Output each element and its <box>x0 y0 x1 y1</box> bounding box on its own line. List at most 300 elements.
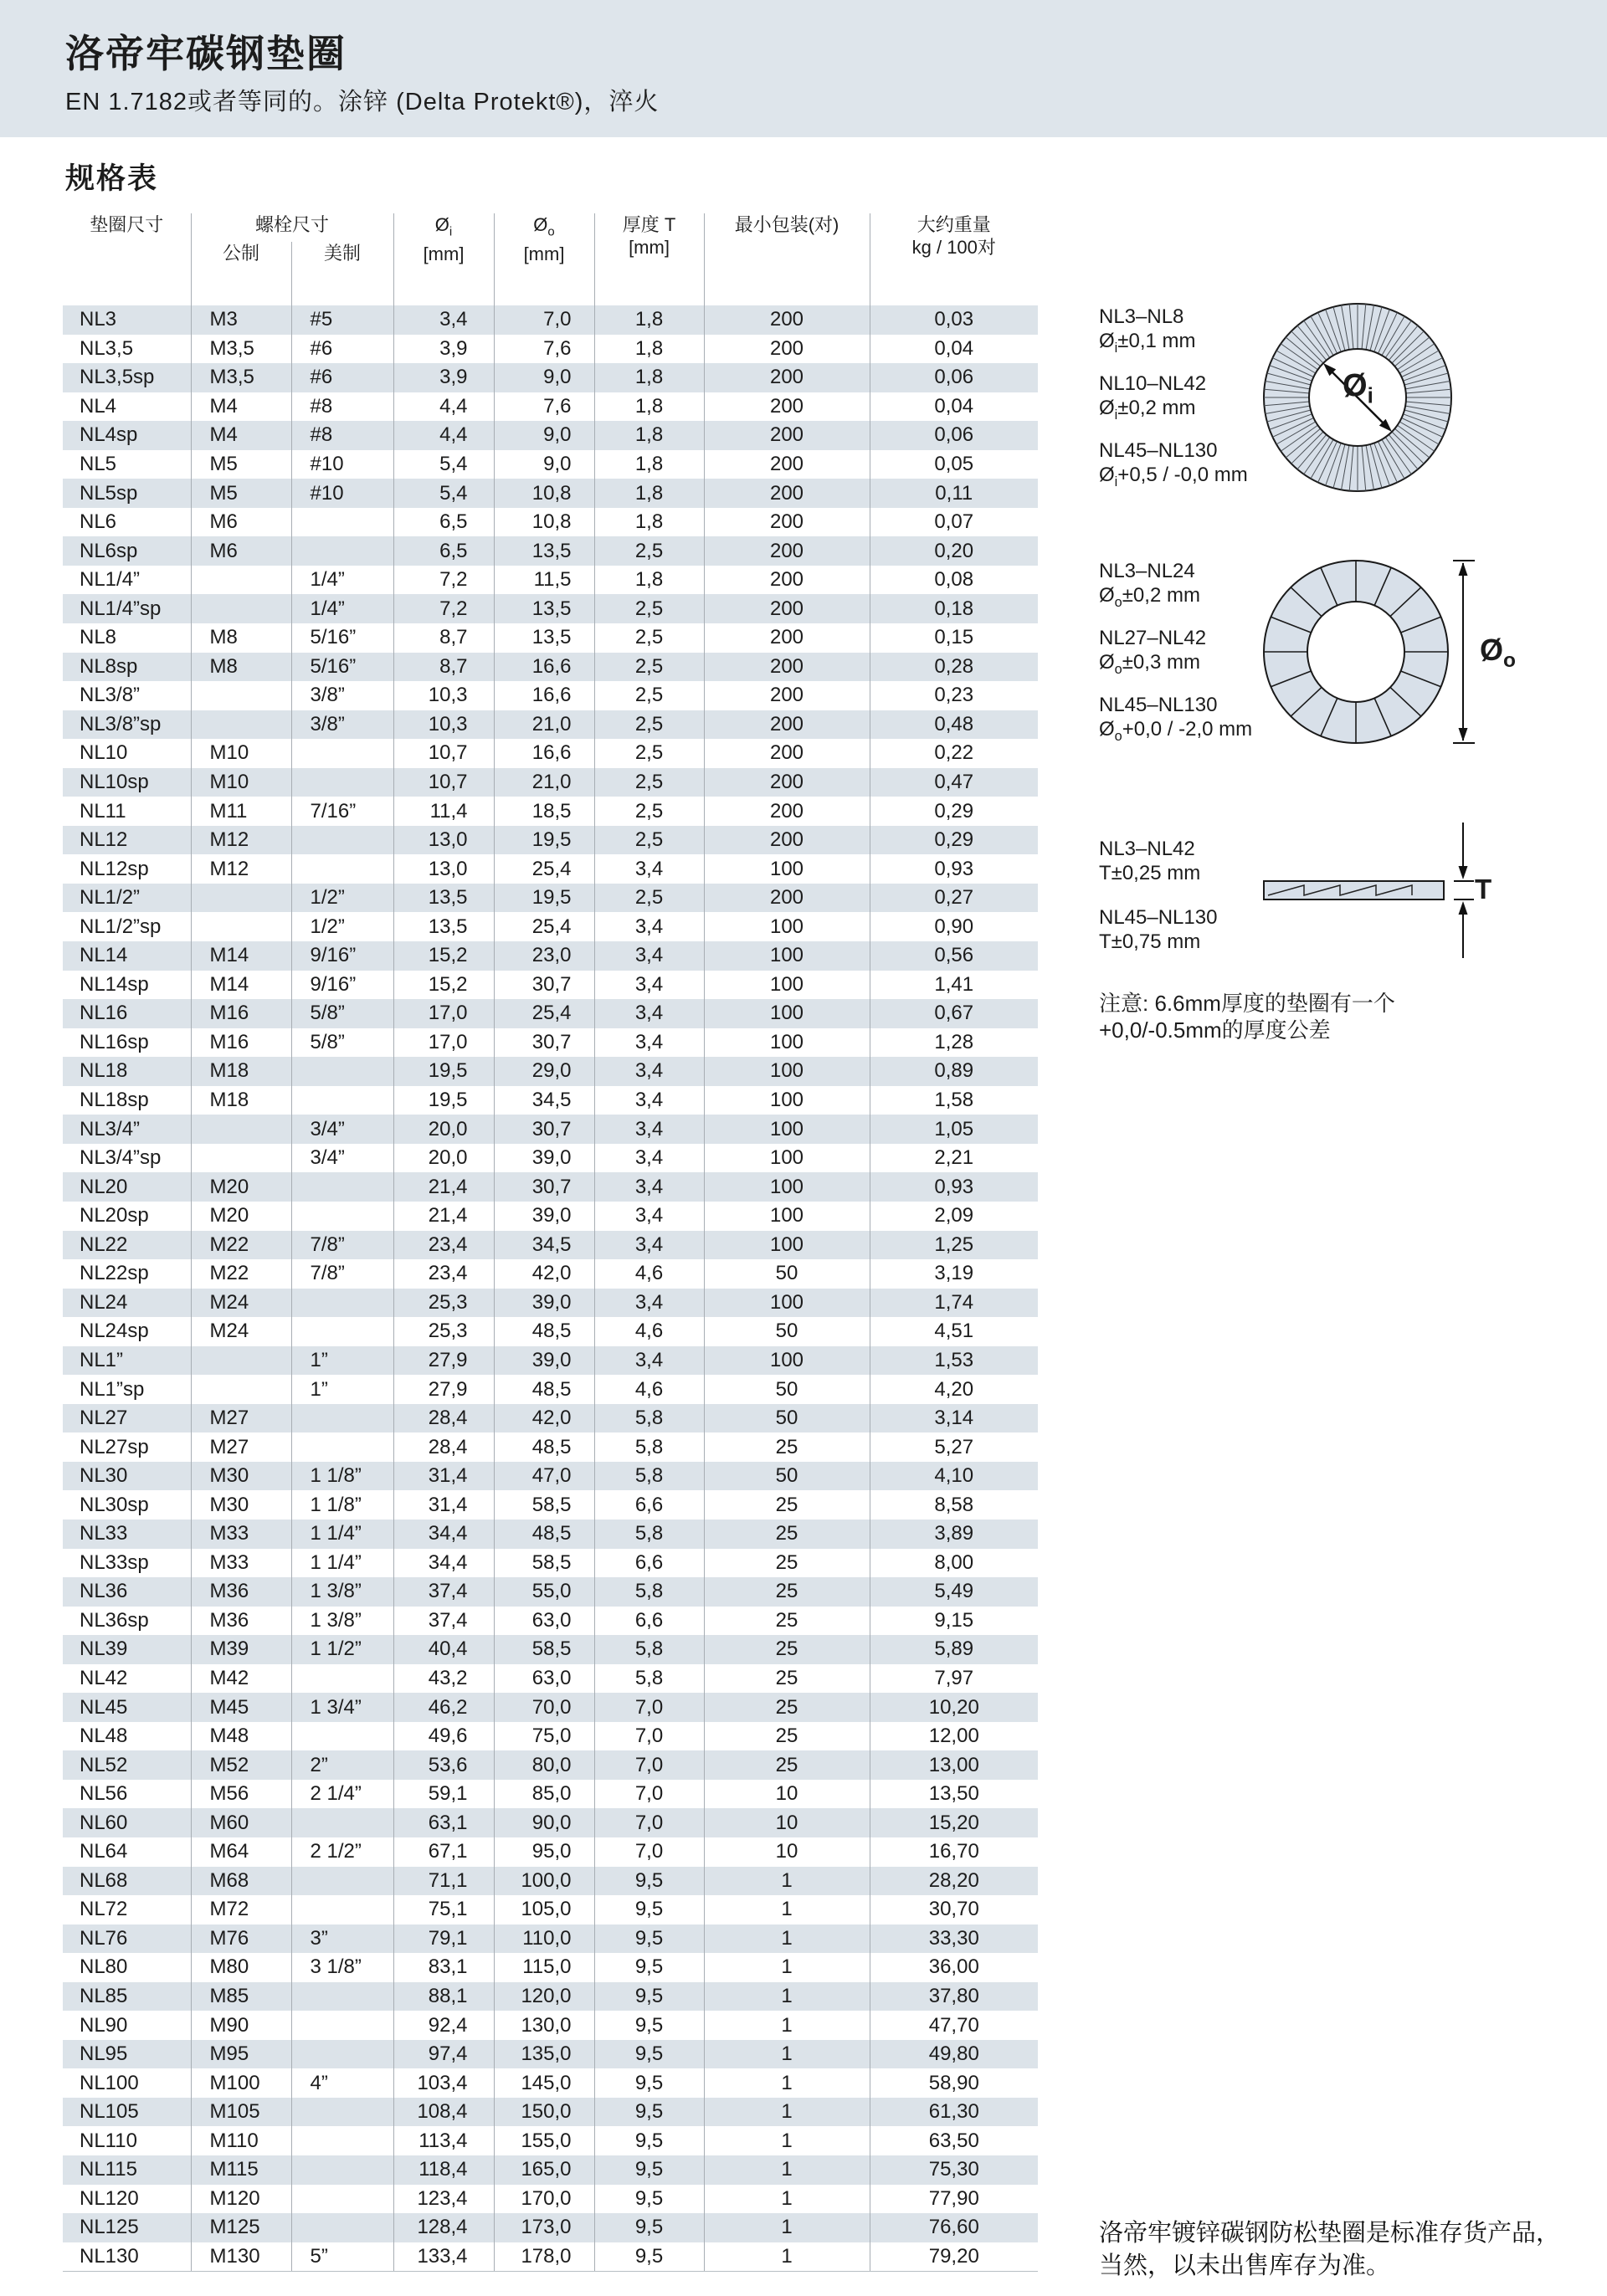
inner-diameter: 8,7 <box>393 623 494 653</box>
inner-diameter: 63,1 <box>393 1808 494 1837</box>
imperial-size <box>291 1404 393 1433</box>
metric-size: M105 <box>191 2098 291 2127</box>
min-package: 25 <box>704 1607 870 1636</box>
washer-size: NL115 <box>63 2155 191 2185</box>
table-row <box>63 2185 1038 2214</box>
washer-size: NL14 <box>63 941 191 971</box>
washer-size: NL24sp <box>63 1317 191 1346</box>
thickness: 3,4 <box>594 1086 704 1115</box>
tolerance-label: NL3–NL8 $Ø_i\pm 0,1$ mm <box>1099 305 1196 356</box>
imperial-size: 1 1/2” <box>291 1635 393 1664</box>
imperial-size: 1 3/8” <box>291 1577 393 1607</box>
imperial-size: 1 1/4” <box>291 1549 393 1578</box>
metric-size <box>191 681 291 710</box>
min-package: 1 <box>704 2068 870 2098</box>
outer-diameter: 7,0 <box>494 305 594 335</box>
approx-weight: 0,22 <box>934 741 974 765</box>
min-package: 200 <box>704 739 870 768</box>
metric-size: M20 <box>191 1172 291 1202</box>
outer-diameter: 39,0 <box>494 1202 594 1231</box>
inner-diameter: 71,1 <box>393 1867 494 1896</box>
table-row <box>63 1375 1038 1404</box>
outer-diameter: 70,0 <box>494 1693 594 1722</box>
outer-diameter: 18,5 <box>494 797 594 826</box>
min-package: 25 <box>704 1577 870 1607</box>
inner-diameter: 3,9 <box>393 335 494 364</box>
min-package: 200 <box>704 508 870 537</box>
tolerance-label: NL3–NL24 $Ø_o\pm 0,2$ mm <box>1099 560 1200 610</box>
washer-size: NL105 <box>63 2098 191 2127</box>
washer-size: NL80 <box>63 1953 191 1982</box>
min-package: 50 <box>704 1404 870 1433</box>
inner-diameter: 5,4 <box>393 450 494 479</box>
outer-diameter: 34,5 <box>494 1086 594 1115</box>
table-row <box>63 421 1038 450</box>
page-subtitle: EN 1.7182或者等同的。涂锌 (Delta Protekt®)，淬火 <box>65 89 660 115</box>
inner-diameter: 43,2 <box>393 1664 494 1694</box>
thickness: 5,8 <box>594 1520 704 1549</box>
min-package: 25 <box>704 1693 870 1722</box>
imperial-size: 1 1/8” <box>291 1462 393 1491</box>
approx-weight: 5,89 <box>934 1637 974 1661</box>
approx-weight: 0,90 <box>934 915 974 938</box>
imperial-size <box>291 2126 393 2155</box>
washer-size: NL1” <box>63 1346 191 1376</box>
inner-diameter: 59,1 <box>393 1780 494 1809</box>
inner-diameter: 118,4 <box>393 2155 494 2185</box>
col-header-outer-diameter: $Ø_o$ [mm] <box>494 213 594 305</box>
thickness: 5,8 <box>594 1404 704 1433</box>
table-row <box>63 1867 1038 1896</box>
approx-weight: 49,80 <box>928 2042 979 2066</box>
washer-size: NL8 <box>63 623 191 653</box>
imperial-size <box>291 826 393 855</box>
washer-size: NL20 <box>63 1172 191 1202</box>
thickness: 1,8 <box>594 566 704 595</box>
outer-diameter: 30,7 <box>494 1115 594 1144</box>
table-row <box>63 1982 1038 2012</box>
outer-diameter: 11,5 <box>494 566 594 595</box>
thickness: 3,4 <box>594 1172 704 1202</box>
table-row <box>63 1808 1038 1837</box>
inner-diameter: 28,4 <box>393 1432 494 1462</box>
imperial-size: 9/16” <box>291 971 393 1000</box>
thickness: 7,0 <box>594 1780 704 1809</box>
metric-size: M6 <box>191 508 291 537</box>
imperial-size <box>291 2185 393 2214</box>
inner-diameter: 88,1 <box>393 1982 494 2012</box>
imperial-size: 1 1/4” <box>291 1520 393 1549</box>
tolerance-label: NL27–NL42 $Ø_o\pm 0,3$ mm <box>1099 626 1207 677</box>
table-row <box>63 2040 1038 2069</box>
metric-size: M33 <box>191 1520 291 1549</box>
inner-diameter: 123,4 <box>393 2185 494 2214</box>
metric-size <box>191 1375 291 1404</box>
approx-weight: 0,20 <box>934 539 974 562</box>
min-package: 200 <box>704 335 870 364</box>
approx-weight: 0,47 <box>934 771 974 794</box>
outer-diameter: 63,0 <box>494 1664 594 1694</box>
washer-size: NL18 <box>63 1057 191 1086</box>
table-row <box>63 797 1038 826</box>
outer-diameter: 16,6 <box>494 681 594 710</box>
inner-diameter: 19,5 <box>393 1057 494 1086</box>
washer-size: NL33sp <box>63 1549 191 1578</box>
outer-diameter: 42,0 <box>494 1404 594 1433</box>
min-package: 1 <box>704 2185 870 2214</box>
thickness: 3,4 <box>594 1115 704 1144</box>
table-row <box>63 363 1038 392</box>
approx-weight: 0,67 <box>934 1002 974 1025</box>
approx-weight: 2,21 <box>934 1146 974 1170</box>
inner-diameter: 10,3 <box>393 710 494 740</box>
metric-size: M8 <box>191 623 291 653</box>
metric-size: M125 <box>191 2213 291 2242</box>
outer-diameter: 110,0 <box>494 1924 594 1954</box>
min-package: 25 <box>704 1750 870 1780</box>
table-row <box>63 1028 1038 1058</box>
table-row <box>63 1664 1038 1694</box>
imperial-size: 1/4” <box>291 594 393 623</box>
outer-diameter: 90,0 <box>494 1808 594 1837</box>
min-package: 100 <box>704 971 870 1000</box>
table-row <box>63 1115 1038 1144</box>
imperial-size: #6 <box>291 363 393 392</box>
min-package: 200 <box>704 479 870 508</box>
inner-diameter: 15,2 <box>393 941 494 971</box>
metric-size: M20 <box>191 1202 291 1231</box>
thickness: 3,4 <box>594 1202 704 1231</box>
metric-size: M12 <box>191 826 291 855</box>
imperial-size: 3/4” <box>291 1144 393 1173</box>
inner-diameter: 67,1 <box>393 1837 494 1867</box>
outer-diameter: 48,5 <box>494 1375 594 1404</box>
min-package: 100 <box>704 1115 870 1144</box>
imperial-size: 3/8” <box>291 710 393 740</box>
inner-diameter: 37,4 <box>393 1607 494 1636</box>
inner-diameter: 4,4 <box>393 421 494 450</box>
thickness: 2,5 <box>594 884 704 913</box>
approx-weight: 1,53 <box>934 1348 974 1371</box>
min-package: 200 <box>704 450 870 479</box>
metric-size <box>191 884 291 913</box>
spec-table <box>63 213 1038 2272</box>
washer-size: NL3,5 <box>63 335 191 364</box>
washer-size: NL22 <box>63 1231 191 1260</box>
thickness-note-line1: 注意: 6.6mm厚度的垫圈有一个 <box>1099 991 1395 1016</box>
min-package: 1 <box>704 2098 870 2127</box>
outer-diameter-symbol: $Ø_o$ <box>1480 633 1516 673</box>
inner-diameter: 31,4 <box>393 1462 494 1491</box>
metric-size: M22 <box>191 1259 291 1289</box>
imperial-size <box>291 536 393 566</box>
outer-diameter: 9,0 <box>494 421 594 450</box>
washer-size: NL1/4” <box>63 566 191 595</box>
min-package: 100 <box>704 1346 870 1376</box>
imperial-size: 1” <box>291 1346 393 1376</box>
approx-weight: 0,07 <box>934 510 974 534</box>
min-package: 25 <box>704 1490 870 1520</box>
outer-diameter: 58,5 <box>494 1549 594 1578</box>
table-row <box>63 1780 1038 1809</box>
washer-size: NL130 <box>63 2242 191 2272</box>
inner-diameter: 5,4 <box>393 479 494 508</box>
thickness: 3,4 <box>594 1346 704 1376</box>
approx-weight: 0,29 <box>934 799 974 823</box>
min-package: 1 <box>704 1895 870 1924</box>
outer-diameter: 173,0 <box>494 2213 594 2242</box>
min-package: 1 <box>704 2040 870 2069</box>
outer-diameter: 13,5 <box>494 623 594 653</box>
min-package: 100 <box>704 1231 870 1260</box>
washer-size: NL3/8”sp <box>63 710 191 740</box>
thickness: 2,5 <box>594 681 704 710</box>
table-row <box>63 1404 1038 1433</box>
outer-diameter: 13,5 <box>494 536 594 566</box>
approx-weight: 2,09 <box>934 1204 974 1227</box>
thickness: 2,5 <box>594 653 704 682</box>
washer-size: NL45 <box>63 1693 191 1722</box>
tolerance-label: NL10–NL42 $Ø_i\pm 0,2$ mm <box>1099 372 1207 423</box>
metric-size: M76 <box>191 1924 291 1954</box>
min-package: 100 <box>704 912 870 941</box>
metric-size: M52 <box>191 1750 291 1780</box>
outer-diameter: 16,6 <box>494 653 594 682</box>
approx-weight: 0,06 <box>934 366 974 389</box>
inner-diameter: 27,9 <box>393 1346 494 1376</box>
outer-diameter: 39,0 <box>494 1346 594 1376</box>
washer-size: NL12 <box>63 826 191 855</box>
imperial-size: 1 3/4” <box>291 1693 393 1722</box>
imperial-size <box>291 1172 393 1202</box>
min-package: 50 <box>704 1462 870 1491</box>
metric-size <box>191 566 291 595</box>
min-package: 1 <box>704 2126 870 2155</box>
table-row <box>63 1520 1038 1549</box>
imperial-size: 4” <box>291 2068 393 2098</box>
washer-size: NL1/4”sp <box>63 594 191 623</box>
washer-size: NL3/8” <box>63 681 191 710</box>
min-package: 100 <box>704 1144 870 1173</box>
table-row <box>63 2011 1038 2040</box>
table-row <box>63 2242 1038 2272</box>
thickness: 1,8 <box>594 392 704 422</box>
inner-diameter: 113,4 <box>393 2126 494 2155</box>
min-package: 25 <box>704 1520 870 1549</box>
table-row <box>63 1750 1038 1780</box>
washer-size: NL3,5sp <box>63 363 191 392</box>
min-package: 200 <box>704 653 870 682</box>
col-header-min-package: 最小包装(对) <box>704 213 870 305</box>
inner-diameter: 13,0 <box>393 854 494 884</box>
table-row <box>63 392 1038 422</box>
approx-weight: 0,23 <box>934 684 974 707</box>
min-package: 200 <box>704 363 870 392</box>
tolerance-label: NL45–NL130 T±0,75 mm <box>1099 906 1218 953</box>
metric-size: M64 <box>191 1837 291 1867</box>
metric-size: M48 <box>191 1722 291 1751</box>
thickness: 2,5 <box>594 536 704 566</box>
metric-size: M24 <box>191 1289 291 1318</box>
table-row <box>63 1057 1038 1086</box>
outer-diameter: 48,5 <box>494 1432 594 1462</box>
washer-size: NL3/4” <box>63 1115 191 1144</box>
washer-size: NL110 <box>63 2126 191 2155</box>
outer-diameter: 130,0 <box>494 2011 594 2040</box>
approx-weight: 10,20 <box>928 1695 979 1719</box>
approx-weight: 0,93 <box>934 1175 974 1198</box>
thickness: 2,5 <box>594 594 704 623</box>
metric-size: M24 <box>191 1317 291 1346</box>
outer-diameter: 7,6 <box>494 392 594 422</box>
table-row <box>63 1432 1038 1462</box>
imperial-size <box>291 1722 393 1751</box>
outer-diameter: 30,7 <box>494 971 594 1000</box>
thickness: 3,4 <box>594 999 704 1028</box>
inner-diameter: 34,4 <box>393 1549 494 1578</box>
tolerance-label: NL3–NL42 T±0,25 mm <box>1099 838 1201 884</box>
imperial-size: 5/8” <box>291 1028 393 1058</box>
washer-size: NL64 <box>63 1837 191 1867</box>
inner-diameter: 23,4 <box>393 1259 494 1289</box>
table-row <box>63 1317 1038 1346</box>
stock-footnote-line2: 当然，以未出售库存为准。 <box>1099 2252 1391 2279</box>
table-row <box>63 1172 1038 1202</box>
metric-size: M110 <box>191 2126 291 2155</box>
outer-diameter: 105,0 <box>494 1895 594 1924</box>
metric-size: M120 <box>191 2185 291 2214</box>
min-package: 100 <box>704 1172 870 1202</box>
imperial-size <box>291 508 393 537</box>
outer-diameter: 165,0 <box>494 2155 594 2185</box>
inner-diameter: 108,4 <box>393 2098 494 2127</box>
thickness: 2,5 <box>594 768 704 797</box>
thickness: 1,8 <box>594 363 704 392</box>
imperial-size: 3/4” <box>291 1115 393 1144</box>
col-header-inner-diameter: $Ø_i$ [mm] <box>393 213 494 305</box>
metric-size <box>191 594 291 623</box>
imperial-size <box>291 1057 393 1086</box>
thickness: 1,8 <box>594 305 704 335</box>
inner-diameter: 28,4 <box>393 1404 494 1433</box>
washer-size: NL18sp <box>63 1086 191 1115</box>
table-row <box>63 2155 1038 2185</box>
imperial-size: 7/8” <box>291 1259 393 1289</box>
imperial-size <box>291 1317 393 1346</box>
thickness: 5,8 <box>594 1462 704 1491</box>
min-package: 100 <box>704 1086 870 1115</box>
imperial-size: 3 1/8” <box>291 1953 393 1982</box>
metric-size: M60 <box>191 1808 291 1837</box>
approx-weight: 3,19 <box>934 1262 974 1285</box>
thickness: 3,4 <box>594 971 704 1000</box>
table-row <box>63 884 1038 913</box>
min-package: 200 <box>704 797 870 826</box>
inner-diameter: 133,4 <box>393 2242 494 2272</box>
washer-size: NL33 <box>63 1520 191 1549</box>
min-package: 100 <box>704 1028 870 1058</box>
outer-diameter: 9,0 <box>494 363 594 392</box>
col-header-bolt-size: 螺栓尺寸 <box>191 213 393 242</box>
table-row <box>63 1259 1038 1289</box>
washer-size: NL56 <box>63 1780 191 1809</box>
washer-size: NL4 <box>63 392 191 422</box>
inner-diameter: 3,9 <box>393 363 494 392</box>
outer-diameter: 155,0 <box>494 2126 594 2155</box>
washer-size: NL95 <box>63 2040 191 2069</box>
washer-size: NL39 <box>63 1635 191 1664</box>
table-row <box>63 1837 1038 1867</box>
washer-size: NL30sp <box>63 1490 191 1520</box>
thickness: 9,5 <box>594 2213 704 2242</box>
washer-size: NL100 <box>63 2068 191 2098</box>
outer-diameter: 19,5 <box>494 884 594 913</box>
outer-diameter: 42,0 <box>494 1259 594 1289</box>
inner-diameter: 25,3 <box>393 1317 494 1346</box>
approx-weight: 4,51 <box>934 1320 974 1343</box>
outer-diameter: 75,0 <box>494 1722 594 1751</box>
min-package: 200 <box>704 710 870 740</box>
approx-weight: 0,04 <box>934 394 974 418</box>
approx-weight: 1,41 <box>934 972 974 996</box>
approx-weight: 75,30 <box>928 2158 979 2181</box>
approx-weight: 36,00 <box>928 1955 979 1979</box>
inner-diameter: 25,3 <box>393 1289 494 1318</box>
page-title: 洛帝牢碳钢垫圈 <box>65 32 347 75</box>
inner-diameter: 27,9 <box>393 1375 494 1404</box>
washer-size: NL5sp <box>63 479 191 508</box>
outer-diameter: 135,0 <box>494 2040 594 2069</box>
min-package: 100 <box>704 941 870 971</box>
metric-size: M10 <box>191 739 291 768</box>
outer-diameter: 34,5 <box>494 1231 594 1260</box>
washer-size: NL4sp <box>63 421 191 450</box>
table-row <box>63 1289 1038 1318</box>
thickness: 3,4 <box>594 1028 704 1058</box>
table-row <box>63 739 1038 768</box>
outer-diameter: 19,5 <box>494 826 594 855</box>
approx-weight: 13,00 <box>928 1753 979 1776</box>
outer-diameter: 21,0 <box>494 710 594 740</box>
thickness: 9,5 <box>594 2126 704 2155</box>
approx-weight: 61,30 <box>928 2100 979 2124</box>
min-package: 10 <box>704 1780 870 1809</box>
approx-weight: 79,20 <box>870 2242 1038 2272</box>
table-row <box>63 623 1038 653</box>
metric-size: M39 <box>191 1635 291 1664</box>
inner-diameter: 31,4 <box>393 1490 494 1520</box>
approx-weight: 15,20 <box>928 1811 979 1834</box>
approx-weight: 0,93 <box>934 857 974 880</box>
washer-size: NL27sp <box>63 1432 191 1462</box>
approx-weight: 0,29 <box>934 828 974 852</box>
table-row <box>63 1635 1038 1664</box>
min-package: 100 <box>704 854 870 884</box>
washer-size: NL36 <box>63 1577 191 1607</box>
inner-diameter: 6,5 <box>393 508 494 537</box>
thickness: 9,5 <box>594 2242 704 2272</box>
metric-size: M16 <box>191 1028 291 1058</box>
imperial-size: #10 <box>291 450 393 479</box>
inner-diameter: 34,4 <box>393 1520 494 1549</box>
inner-diameter: 10,7 <box>393 768 494 797</box>
outer-diameter: 55,0 <box>494 1577 594 1607</box>
table-row <box>63 912 1038 941</box>
table-row <box>63 1577 1038 1607</box>
table-row <box>63 1346 1038 1376</box>
outer-diameter: 150,0 <box>494 2098 594 2127</box>
imperial-size: 5” <box>291 2242 393 2272</box>
